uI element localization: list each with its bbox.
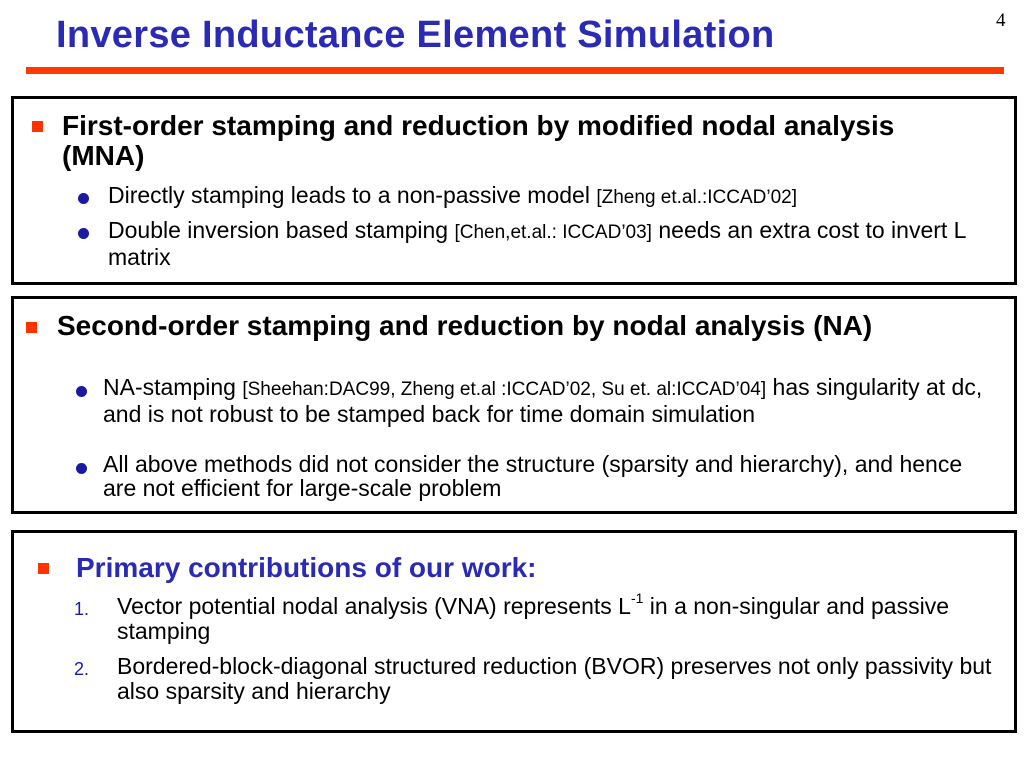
square-bullet-icon: [32, 121, 43, 132]
bullet-text: Directly stamping leads to a non-passive model [Zheng et.al.:ICCAD’02]: [108, 182, 798, 208]
slide-title: Inverse Inductance Element Simulation: [56, 14, 775, 56]
contributions-box: [11, 530, 1017, 733]
bullet-text: NA-stamping [Sheehan:DAC99, Zheng et.al :ICCAD’02, Su et. al:ICCAD’04] has singularity at dc, and is not robust to be stamped back for time domain simulation: [103, 374, 983, 427]
dot-bullet-icon: [76, 386, 87, 397]
citation: [Chen,et.al.: ICCAD’03]: [454, 222, 652, 243]
mna-section-box: [11, 96, 1017, 285]
bullet-text: Double inversion based stamping [Chen,et.al.: ICCAD’03] needs an extra cost to invert L matrix: [108, 217, 966, 270]
list-item-text: Vector potential nodal analysis (VNA) represents $L^{-1}$ in a non-singular and passive stamping: [117, 590, 949, 644]
title-divider: [26, 67, 1004, 74]
list-item-text: Bordered-block-diagonal structured reduction (BVOR) preserves not only passivity but also sparsity and hierarchy: [117, 653, 992, 704]
section-heading: First-order stamping and reduction by modified nodal analysis (MNA): [62, 110, 895, 171]
list-number: 2.: [74, 659, 90, 679]
list-number: 1.: [74, 599, 90, 619]
bullet-text: All above methods did not consider the structure (sparsity and hierarchy), and hence are not efficient for large-scale problem: [103, 451, 963, 501]
section-heading: Second-order stamping and reduction by nodal analysis (NA): [57, 310, 873, 341]
section-heading: Primary contributions of our work:: [76, 552, 537, 583]
na-section-box: [11, 296, 1017, 514]
citation: [Sheehan:DAC99, Zheng et.al :ICCAD’02, Su et. al:ICCAD’04]: [242, 379, 767, 400]
square-bullet-icon: [26, 322, 37, 333]
page-number: 4: [996, 10, 1006, 31]
dot-bullet-icon: [78, 228, 89, 239]
square-bullet-icon: [38, 563, 49, 574]
dot-bullet-icon: [78, 193, 89, 204]
dot-bullet-icon: [76, 463, 87, 474]
citation: [Zheng et.al.:ICCAD’02]: [596, 187, 798, 208]
